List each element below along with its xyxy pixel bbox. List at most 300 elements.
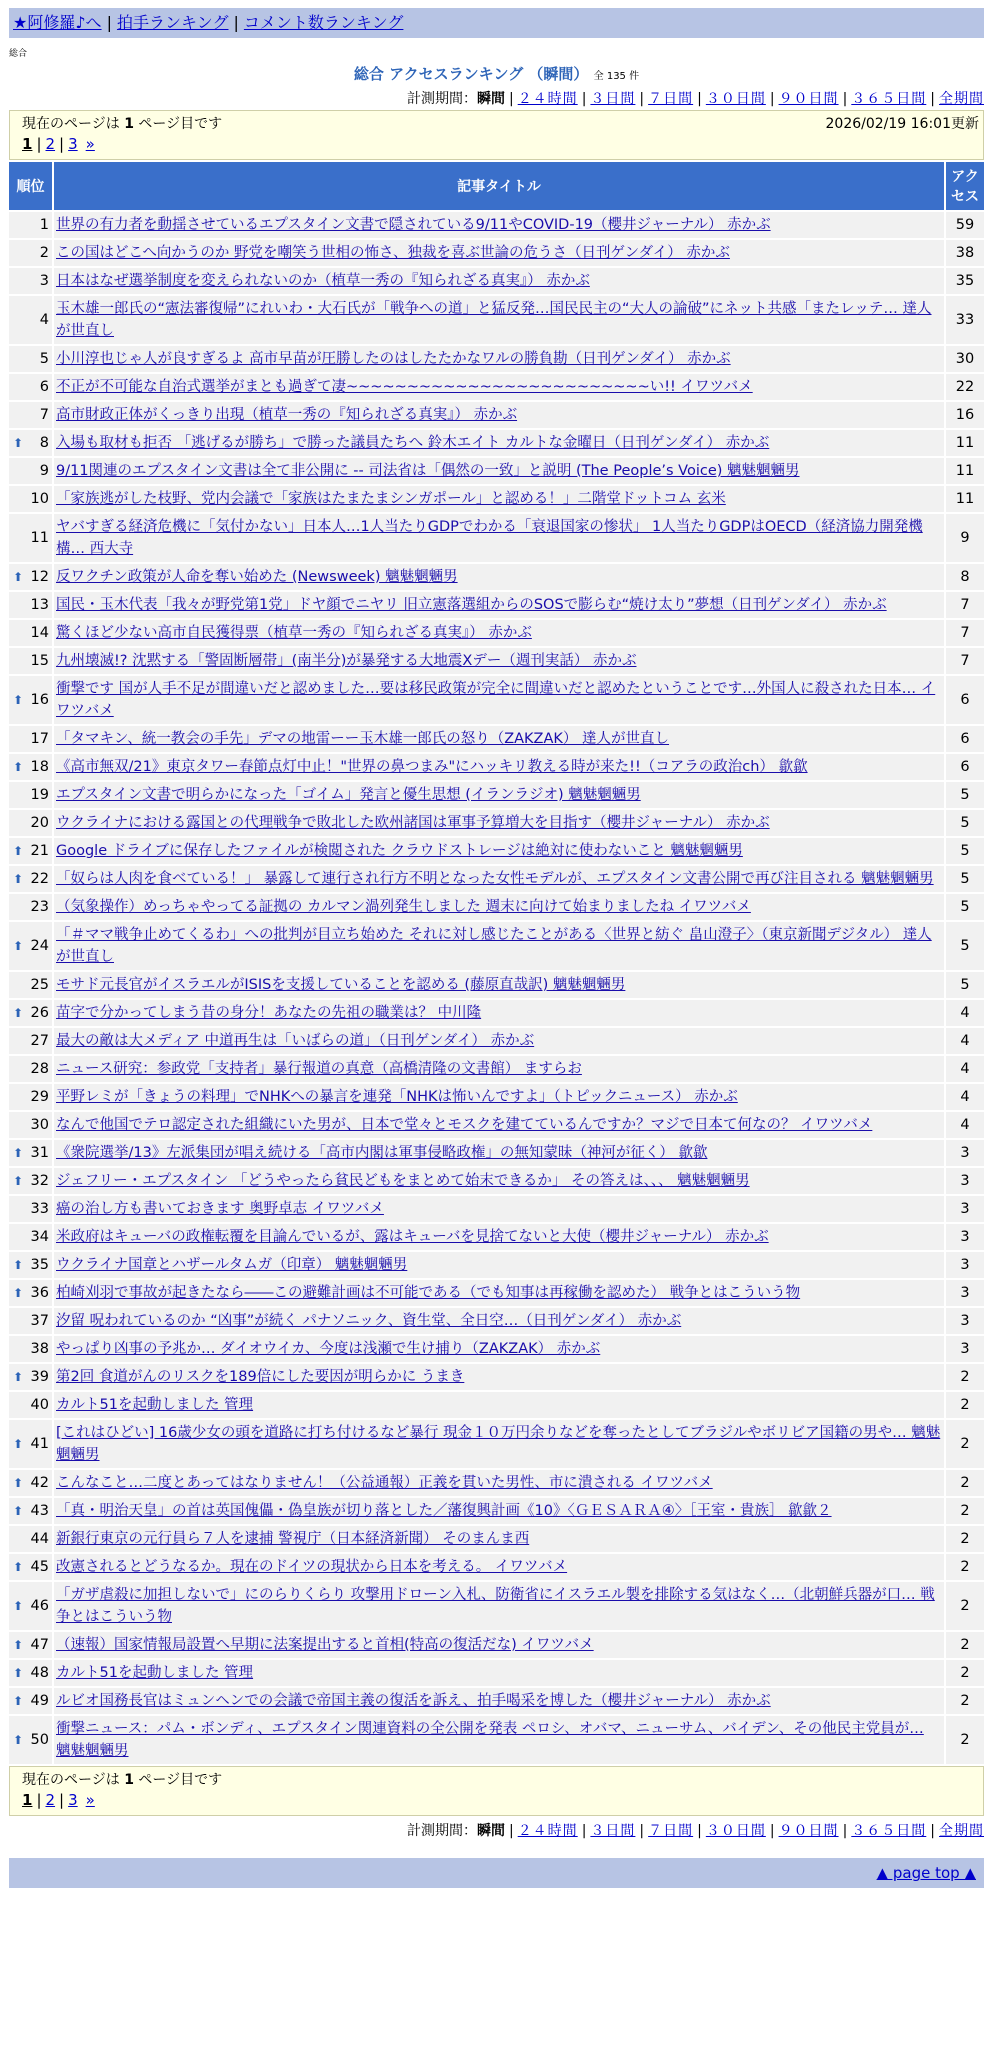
period-current: 瞬間 bbox=[476, 1823, 505, 1839]
title-cell bbox=[54, 296, 944, 344]
article-link[interactable]: 最大の敵は大メディア 中道再生は「いばらの道」（日刊ゲンダイ） 赤かぶ bbox=[56, 1033, 535, 1049]
table-row bbox=[9, 1308, 984, 1334]
article-link[interactable]: エプスタイン文書で明らかになった「ゴイム」発言と優生思想 (イランラジオ) 魑魅魍魎男 bbox=[56, 787, 641, 803]
period-label: 計測期間： bbox=[406, 1823, 477, 1839]
period-selector-bottom bbox=[9, 1820, 984, 1842]
access-count: 3 bbox=[946, 1196, 984, 1222]
pager-separator: | bbox=[59, 1791, 65, 1809]
table-row bbox=[9, 1364, 984, 1390]
article-link[interactable]: 「家族逃がした枝野、党内会議で「家族はたまたまシンガポール」と認める！」二階堂ドットコム 玄米 bbox=[56, 491, 726, 507]
pager-next[interactable]: » bbox=[85, 1791, 95, 1809]
article-link[interactable]: （気象操作）めっちゃやってる証拠の カルマン渦列発生しました 週末に向けて始まりましたね イワツバメ bbox=[56, 899, 751, 915]
page-info-box bbox=[9, 110, 984, 160]
title-cell bbox=[54, 782, 944, 808]
period-link-4[interactable]: ９０日間 bbox=[778, 91, 839, 107]
period-link-2[interactable]: ７日間 bbox=[648, 1823, 694, 1839]
title-cell bbox=[54, 1420, 944, 1468]
nav-link-asyura[interactable]: ★阿修羅♪へ bbox=[13, 13, 102, 32]
access-count: 4 bbox=[946, 1056, 984, 1082]
rank-cell bbox=[9, 922, 52, 970]
article-link[interactable]: ジェフリー・エプスタイン 「どうやったら貧民どもをまとめて始末できるか」 その答えは、、、 魑魅魍魎男 bbox=[56, 1173, 750, 1189]
table-row bbox=[9, 1168, 984, 1194]
table-row bbox=[9, 212, 984, 238]
access-count: 5 bbox=[946, 894, 984, 920]
period-link-3[interactable]: ３０日間 bbox=[705, 1823, 766, 1839]
rank-cell bbox=[9, 1280, 52, 1306]
table-row bbox=[9, 1526, 984, 1552]
rank-number: 11 bbox=[30, 530, 49, 546]
rank-number: 15 bbox=[30, 653, 49, 669]
period-separator: | bbox=[508, 1823, 514, 1839]
article-link[interactable]: 「奴らは人肉を食べている！」 暴露して連行され行方不明となった女性モデルが、エプスタイン文書公開で再び注目される 魑魅魍魎男 bbox=[56, 871, 934, 887]
table-row bbox=[9, 1196, 984, 1222]
rank-number: 6 bbox=[39, 379, 49, 395]
up-arrow-icon: ⬆ bbox=[13, 1694, 24, 1708]
period-separator: | bbox=[508, 91, 514, 107]
title-cell bbox=[54, 1470, 944, 1496]
rank-number: 34 bbox=[30, 1229, 49, 1245]
access-count: 4 bbox=[946, 1084, 984, 1110]
title-cell bbox=[54, 240, 944, 266]
access-count: 3 bbox=[946, 1336, 984, 1362]
article-link[interactable]: 癌の治し方も書いておきます 奥野卓志 イワツバメ bbox=[56, 1201, 384, 1217]
rank-cell bbox=[9, 296, 52, 344]
title-cell bbox=[54, 458, 944, 484]
pager-link-3[interactable]: 3 bbox=[68, 135, 78, 153]
article-link[interactable]: ウクライナ国章とハザールタムガ（印章） 魑魅魍魎男 bbox=[56, 1257, 408, 1273]
rank-cell bbox=[9, 1688, 52, 1714]
rank-cell bbox=[9, 374, 52, 400]
up-arrow-icon: ⬆ bbox=[13, 1666, 24, 1680]
rank-cell bbox=[9, 1498, 52, 1524]
rank-number: 44 bbox=[30, 1531, 49, 1547]
table-row bbox=[9, 346, 984, 372]
period-link-5[interactable]: ３６５日間 bbox=[851, 1823, 927, 1839]
title-cell bbox=[54, 1336, 944, 1362]
current-page-text: 現在のページは 1 ページ目です bbox=[22, 116, 223, 132]
pager-separator: | bbox=[59, 135, 65, 153]
article-link[interactable]: （速報）国家情報局設置へ早期に法案提出すると首相(特高の復活だな) イワツバメ bbox=[56, 1637, 594, 1653]
rank-number: 47 bbox=[30, 1637, 49, 1653]
title-cell bbox=[54, 268, 944, 294]
rank-cell bbox=[9, 1000, 52, 1026]
rank-number: 24 bbox=[30, 938, 49, 954]
rank-cell bbox=[9, 782, 52, 808]
nav-link-comment-ranking[interactable]: コメント数ランキング bbox=[243, 13, 404, 32]
rank-number: 48 bbox=[30, 1665, 49, 1681]
article-link[interactable]: 苗字で分かってしまう昔の身分！あなたの先祖の職業は？ 中川隆 bbox=[56, 1005, 482, 1021]
title-cell bbox=[54, 1112, 944, 1138]
article-link[interactable]: 9/11関連のエプスタイン文書は全て非公開に -- 司法省は「偶然の一致」と説明 (The People’s Voice) 魑魅魍魎男 bbox=[56, 463, 800, 479]
access-count: 2 bbox=[946, 1392, 984, 1418]
access-count: 4 bbox=[946, 1112, 984, 1138]
rank-cell bbox=[9, 866, 52, 892]
access-count: 16 bbox=[946, 402, 984, 428]
access-count: 3 bbox=[946, 1140, 984, 1166]
title-cell bbox=[54, 676, 944, 724]
pager-link-2[interactable]: 2 bbox=[45, 135, 56, 153]
table-row bbox=[9, 1000, 984, 1026]
table-row bbox=[9, 1280, 984, 1306]
period-separator: | bbox=[581, 1823, 587, 1839]
nav-link-applause-ranking[interactable]: 拍手ランキング bbox=[116, 13, 229, 32]
rank-cell bbox=[9, 1084, 52, 1110]
access-count: 3 bbox=[946, 1252, 984, 1278]
article-link[interactable]: 柏崎刈羽で事故が起きたなら――この避難計画は不可能である（でも知事は再稼働を認めた） 戦争とはこういう物 bbox=[56, 1285, 801, 1301]
access-count: 6 bbox=[946, 726, 984, 752]
title-cell bbox=[54, 1526, 944, 1552]
title-cell bbox=[54, 1364, 944, 1390]
table-row bbox=[9, 1420, 984, 1468]
up-arrow-icon: ⬆ bbox=[13, 939, 24, 953]
rank-cell bbox=[9, 1554, 52, 1580]
access-count: 11 bbox=[946, 430, 984, 456]
access-count: 2 bbox=[946, 1364, 984, 1390]
period-separator: | bbox=[930, 1823, 935, 1839]
access-count: 2 bbox=[946, 1632, 984, 1658]
rank-cell bbox=[9, 810, 52, 836]
up-arrow-icon: ⬆ bbox=[13, 1599, 24, 1613]
up-arrow-icon: ⬆ bbox=[13, 1638, 24, 1652]
title-cell bbox=[54, 1196, 944, 1222]
rank-cell bbox=[9, 838, 52, 864]
article-link[interactable]: 《高市無双/21》東京タワー春節点灯中止！"世界の鼻つまみ"にハッキリ教える時が来た!!（コアラの政治ch） 歙歙 bbox=[56, 759, 808, 775]
article-link[interactable]: Google ドライブに保存したファイルが検閲された クラウドストレージは絶対に使わないこと 魑魅魍魎男 bbox=[56, 843, 743, 859]
title-cell bbox=[54, 726, 944, 752]
table-row bbox=[9, 1252, 984, 1278]
rank-cell bbox=[9, 1716, 52, 1764]
period-separator: | bbox=[842, 91, 848, 107]
rank-number: 26 bbox=[30, 1005, 49, 1021]
rank-cell bbox=[9, 676, 52, 724]
rank-cell bbox=[9, 1140, 52, 1166]
access-count: 22 bbox=[946, 374, 984, 400]
up-arrow-icon: ⬆ bbox=[13, 1370, 24, 1384]
up-arrow-icon: ⬆ bbox=[13, 1733, 24, 1747]
title-cell bbox=[54, 1000, 944, 1026]
rank-number: 21 bbox=[30, 843, 49, 859]
up-arrow-icon: ⬆ bbox=[13, 1504, 24, 1518]
rank-cell bbox=[9, 1196, 52, 1222]
article-link[interactable]: 日本はなぜ選挙制度を変えられないのか（植草一秀の『知られざる真実』） 赤かぶ bbox=[56, 273, 590, 289]
rank-cell bbox=[9, 1364, 52, 1390]
pager-separator: | bbox=[36, 135, 42, 153]
table-row bbox=[9, 1660, 984, 1686]
article-link[interactable]: 米政府はキューバの政権転覆を目論んでいるが、露はキューバを見捨てないと大使（櫻井ジャーナル） 赤かぶ bbox=[56, 1229, 769, 1245]
table-row bbox=[9, 402, 984, 428]
title-cell bbox=[54, 514, 944, 562]
rank-cell bbox=[9, 894, 52, 920]
title-cell bbox=[54, 1280, 944, 1306]
period-link-4[interactable]: ９０日間 bbox=[778, 1823, 839, 1839]
rank-number: 32 bbox=[30, 1173, 49, 1189]
period-link-1[interactable]: ３日間 bbox=[590, 91, 636, 107]
title-cell bbox=[54, 754, 944, 780]
rank-cell bbox=[9, 1632, 52, 1658]
up-arrow-icon: ⬆ bbox=[13, 570, 24, 584]
nav-separator: | bbox=[106, 13, 112, 32]
up-arrow-icon: ⬆ bbox=[13, 844, 24, 858]
up-arrow-icon: ⬆ bbox=[13, 1286, 24, 1300]
title-cell bbox=[54, 374, 944, 400]
pager-bottom bbox=[22, 1791, 971, 1809]
up-arrow-icon: ⬆ bbox=[13, 1437, 24, 1451]
table-row bbox=[9, 754, 984, 780]
rank-number: 13 bbox=[30, 597, 49, 613]
period-separator: | bbox=[581, 91, 587, 107]
article-link[interactable]: 改憲されるとどうなるか。現在のドイツの現状から日本を考える。 イワツバメ bbox=[56, 1559, 568, 1575]
rank-number: 45 bbox=[30, 1559, 49, 1575]
rank-number: 30 bbox=[30, 1117, 49, 1133]
access-count: 3 bbox=[946, 1280, 984, 1306]
period-link-6[interactable]: 全期間 bbox=[939, 91, 984, 107]
table-row bbox=[9, 810, 984, 836]
period-separator: | bbox=[639, 91, 645, 107]
period-separator: | bbox=[697, 1823, 702, 1839]
title-cell bbox=[54, 1224, 944, 1250]
page-top-link[interactable]: ▲ page top ▲ bbox=[876, 1864, 976, 1882]
table-row bbox=[9, 1688, 984, 1714]
rank-cell bbox=[9, 564, 52, 590]
table-row bbox=[9, 648, 984, 674]
period-link-5[interactable]: ３６５日間 bbox=[851, 91, 927, 107]
rank-number: 5 bbox=[39, 351, 49, 367]
article-link[interactable]: 平野レミが「きょうの料理」でNHKへの暴言を連発「NHKは怖いんですよ」（トピックニュース） 赤かぶ bbox=[56, 1089, 738, 1105]
access-count: 2 bbox=[946, 1498, 984, 1524]
rank-number: 12 bbox=[30, 569, 49, 585]
rank-number: 2 bbox=[39, 245, 49, 261]
title-cell bbox=[54, 866, 944, 892]
title-cell bbox=[54, 972, 944, 998]
up-arrow-icon: ⬆ bbox=[13, 693, 24, 707]
article-link[interactable]: 「ガザ虐殺に加担しないで」にのらりくらり 攻撃用ドローン入札、防衛省にイスラエル製を排除する気はなく…（北朝鮮兵器が口… 戦争とはこういう物 bbox=[56, 1587, 935, 1625]
rank-number: 14 bbox=[30, 625, 49, 641]
article-link[interactable]: 「＃ママ戦争止めてくるわ」への批判が目立ち始めた それに対し感じたことがある〈世界と紡ぐ 畠山澄子〉（東京新聞デジタル） 達人が世直し bbox=[56, 927, 932, 965]
article-link[interactable]: 驚くほど少ない高市自民獲得票（植草一秀の『知られざる真実』） 赤かぶ bbox=[56, 625, 532, 641]
article-link[interactable]: やっぱり凶事の予兆か… ダイオウイカ、今度は浅瀬で生け捕り（ZAKZAK） 赤かぶ bbox=[56, 1341, 601, 1357]
total-count: 全 135 件 bbox=[593, 71, 640, 82]
table-row bbox=[9, 296, 984, 344]
access-count: 2 bbox=[946, 1526, 984, 1552]
table-header-row bbox=[9, 162, 984, 210]
pager-next[interactable]: » bbox=[85, 135, 95, 153]
article-link[interactable]: 玉木雄一郎氏の“憲法審復帰”にれいわ・大石氏が「戦争への道」と猛反発…国民民主の“大人の論破”にネット共感「またレッテ… 達人が世直し bbox=[56, 301, 932, 339]
title-cell bbox=[54, 1168, 944, 1194]
article-link[interactable]: カルト51を起動しました 管理 bbox=[56, 1397, 254, 1413]
table-row bbox=[9, 458, 984, 484]
rank-number: 9 bbox=[39, 463, 49, 479]
access-count: 30 bbox=[946, 346, 984, 372]
rank-number: 29 bbox=[30, 1089, 49, 1105]
up-arrow-icon: ⬆ bbox=[13, 1258, 24, 1272]
article-link[interactable]: 不正が不可能な自治式選挙がまとも過ぎて凄~~~~~~~~~~~~~~~~~~~~~~~~~い!! イワツバメ bbox=[56, 379, 753, 395]
table-row bbox=[9, 620, 984, 646]
article-link[interactable]: 世界の有力者を動揺させているエプスタイン文書で隠されている9/11やCOVID-19（櫻井ジャーナル） 赤かぶ bbox=[56, 217, 771, 233]
rank-number: 28 bbox=[30, 1061, 49, 1077]
period-link-6[interactable]: 全期間 bbox=[939, 1823, 984, 1839]
article-link[interactable]: [これはひどい] 16歳少女の頭を道路に打ち付けるなど暴行 現金１０万円余りなどを奪ったとしてブラジルやボリビア国籍の男や… 魑魅魍魎男 bbox=[56, 1425, 941, 1463]
rank-number: 49 bbox=[30, 1693, 49, 1709]
period-link-0[interactable]: ２４時間 bbox=[517, 91, 578, 107]
title-cell bbox=[54, 346, 944, 372]
rank-number: 23 bbox=[30, 899, 49, 915]
access-count: 2 bbox=[946, 1716, 984, 1764]
article-link[interactable]: カルト51を起動しました 管理 bbox=[56, 1665, 254, 1681]
title-cell bbox=[54, 1084, 944, 1110]
table-row bbox=[9, 564, 984, 590]
access-count: 3 bbox=[946, 1168, 984, 1194]
period-link-2[interactable]: ７日間 bbox=[648, 91, 694, 107]
pager-current: 1 bbox=[22, 1791, 33, 1809]
access-count: 9 bbox=[946, 514, 984, 562]
up-arrow-icon: ⬆ bbox=[13, 872, 24, 886]
table-row bbox=[9, 1716, 984, 1764]
rank-cell bbox=[9, 1392, 52, 1418]
pager bbox=[22, 135, 971, 153]
article-link[interactable]: ヤバすぎる経済危機に「気付かない」日本人…1人当たりGDPでわかる「衰退国家の惨状」 1人当たりGDPはOECD（経済協力開発機構… 西大寺 bbox=[56, 519, 923, 557]
rank-cell bbox=[9, 514, 52, 562]
access-count: 2 bbox=[946, 1470, 984, 1496]
article-link[interactable]: 「タマキン、統一教会の手先」デマの地雷ーー玉木雄一郎氏の怒り（ZAKZAK） 達人が世直し bbox=[56, 731, 670, 747]
header-title: 記事タイトル bbox=[54, 162, 944, 210]
title-cell bbox=[54, 430, 944, 456]
article-link[interactable]: ウクライナにおける露国との代理戦争で敗北した欧州諸国は軍事予算増大を目指す（櫻井ジャーナル） 赤かぶ bbox=[56, 815, 770, 831]
article-link[interactable]: ルビオ国務長官はミュンヘンでの会議で帝国主義の復活を訴え、拍手喝采を博した（櫻井ジャーナル） 赤かぶ bbox=[56, 1693, 771, 1709]
article-link[interactable]: 衝撃です 国が人手不足が間違いだと認めました…要は移民政策が完全に間違いだと認めたということです…外国人に殺された日本… イワツバメ bbox=[56, 681, 936, 719]
article-link[interactable]: 小川淳也じゃ人が良すぎるよ 高市早苗が圧勝したのはしたたかなワルの勝負勘（日刊ゲンダイ） 赤かぶ bbox=[56, 351, 731, 367]
access-count: 7 bbox=[946, 620, 984, 646]
title-cell bbox=[54, 1140, 944, 1166]
table-row bbox=[9, 782, 984, 808]
access-count: 5 bbox=[946, 922, 984, 970]
rank-cell bbox=[9, 240, 52, 266]
access-count: 11 bbox=[946, 486, 984, 512]
article-link[interactable]: 汐留 呪われているのか “凶事”が続く パナソニック、資生堂、全日空…（日刊ゲンダイ） 赤かぶ bbox=[56, 1313, 682, 1329]
rank-cell bbox=[9, 726, 52, 752]
table-row bbox=[9, 838, 984, 864]
title-cell bbox=[54, 1554, 944, 1580]
title-cell bbox=[54, 592, 944, 618]
period-link-3[interactable]: ３０日間 bbox=[705, 91, 766, 107]
access-count: 11 bbox=[946, 458, 984, 484]
up-arrow-icon: ⬆ bbox=[13, 1476, 24, 1490]
rank-cell bbox=[9, 1168, 52, 1194]
title-cell bbox=[54, 1056, 944, 1082]
title-cell bbox=[54, 1308, 944, 1334]
article-link[interactable]: この国はどこへ向かうのか 野党を嘲笑う世相の怖さ、独裁を喜ぶ世論の危うさ（日刊ゲンダイ） 赤かぶ bbox=[56, 245, 730, 261]
table-row bbox=[9, 1498, 984, 1524]
pager-link-3[interactable]: 3 bbox=[68, 1791, 78, 1809]
pager-link-2[interactable]: 2 bbox=[45, 1791, 56, 1809]
rank-number: 16 bbox=[30, 692, 49, 708]
title-cell bbox=[54, 564, 944, 590]
rank-cell bbox=[9, 402, 52, 428]
article-link[interactable]: 《衆院選挙/13》左派集団が唱え続ける「高市内閣は軍事侵略政権」の無知蒙昧（神河が征く） 歙歙 bbox=[56, 1145, 708, 1161]
title-cell bbox=[54, 1582, 944, 1630]
access-count: 33 bbox=[946, 296, 984, 344]
rank-number: 40 bbox=[30, 1397, 49, 1413]
rank-cell bbox=[9, 346, 52, 372]
title-cell bbox=[54, 1716, 944, 1764]
table-row bbox=[9, 866, 984, 892]
access-count: 5 bbox=[946, 838, 984, 864]
access-count: 38 bbox=[946, 240, 984, 266]
rank-cell bbox=[9, 1470, 52, 1496]
rank-number: 36 bbox=[30, 1285, 49, 1301]
article-link[interactable]: 九州壊滅!? 沈黙する「警固断層帯」(南半分)が暴発する大地震Xデー（週刊実話） 赤かぶ bbox=[56, 653, 637, 669]
rank-cell bbox=[9, 648, 52, 674]
rank-number: 17 bbox=[30, 731, 49, 747]
nav-separator: | bbox=[233, 13, 239, 32]
title-cell bbox=[54, 1632, 944, 1658]
access-count: 35 bbox=[946, 268, 984, 294]
table-row bbox=[9, 972, 984, 998]
period-link-1[interactable]: ３日間 bbox=[590, 1823, 636, 1839]
table-row bbox=[9, 514, 984, 562]
period-link-0[interactable]: ２４時間 bbox=[517, 1823, 578, 1839]
table-row bbox=[9, 894, 984, 920]
rank-cell bbox=[9, 1308, 52, 1334]
rank-cell bbox=[9, 268, 52, 294]
rank-cell bbox=[9, 1252, 52, 1278]
article-link[interactable]: 「真・明治天皇」の首は英国傀儡・偽皇族が切り落とした／藩復興計画《10》〈ＧＥＳＡＲＡ④〉［王室・貴族］ 歙歙２ bbox=[56, 1503, 832, 1519]
access-count: 5 bbox=[946, 972, 984, 998]
access-count: 2 bbox=[946, 1582, 984, 1630]
table-row bbox=[9, 1140, 984, 1166]
table-row bbox=[9, 676, 984, 724]
article-link[interactable]: こんなこと…二度とあってはなりません！（公益通報）正義を貫いた男性、市に潰される イワツバメ bbox=[56, 1475, 713, 1491]
rank-cell bbox=[9, 972, 52, 998]
title-cell bbox=[54, 212, 944, 238]
period-separator: | bbox=[769, 91, 775, 107]
access-count: 4 bbox=[946, 1028, 984, 1054]
article-link[interactable]: 高市財政正体がくっきり出現（植草一秀の『知られざる真実』） 赤かぶ bbox=[56, 407, 518, 423]
article-link[interactable]: ニュース研究：参政党「支持者」暴行報道の真意（高橋清隆の文書館） ますらお bbox=[56, 1061, 582, 1077]
category-label: 総合 bbox=[9, 49, 28, 59]
footer-bar bbox=[9, 1858, 984, 1888]
access-count: 7 bbox=[946, 648, 984, 674]
article-link[interactable]: 衝撃ニュース：パム・ボンディ、エプスタイン関連資料の全公開を発表 ペロシ、オバマ、ニューサム、バイデン、その他民主党員が… 魑魅魍魎男 bbox=[56, 1721, 924, 1759]
table-row bbox=[9, 268, 984, 294]
period-current: 瞬間 bbox=[476, 91, 505, 107]
top-nav bbox=[9, 8, 984, 38]
rank-number: 38 bbox=[30, 1341, 49, 1357]
rank-number: 35 bbox=[30, 1257, 49, 1273]
table-row bbox=[9, 1056, 984, 1082]
period-selector bbox=[9, 88, 984, 110]
article-link[interactable]: 第2回 食道がんのリスクを189倍にした要因が明らかに うまき bbox=[56, 1369, 465, 1385]
article-link[interactable]: モサド元長官がイスラエルがISISを支援していることを認める (藤原直哉訳) 魑魅魍魎男 bbox=[56, 977, 626, 993]
access-count: 2 bbox=[946, 1554, 984, 1580]
pager-separator: | bbox=[36, 1791, 42, 1809]
title-cell bbox=[54, 648, 944, 674]
article-link[interactable]: 新銀行東京の元行員ら７人を逮捕 警視庁（日本経済新聞） そのまんま西 bbox=[56, 1531, 530, 1547]
article-link[interactable]: 国民・玉木代表「我々が野党第1党」ドヤ顔でニヤリ 旧立憲落選組からのSOSで膨らむ“焼け太り”夢想（日刊ゲンダイ） 赤かぶ bbox=[56, 597, 887, 613]
title-cell bbox=[54, 922, 944, 970]
table-row bbox=[9, 726, 984, 752]
table-row bbox=[9, 1028, 984, 1054]
article-link[interactable]: 反ワクチン政策が人命を奪い始めた (Newsweek) 魑魅魍魎男 bbox=[56, 569, 458, 585]
rank-cell bbox=[9, 1420, 52, 1468]
article-link[interactable]: 入場も取材も拒否 「逃げるが勝ち」で勝った議員たちへ 鈴木エイト カルトな金曜日（日刊ゲンダイ） 赤かぶ bbox=[56, 435, 770, 451]
table-row bbox=[9, 1084, 984, 1110]
rank-number: 3 bbox=[39, 273, 49, 289]
article-link[interactable]: なんで他国でテロ認定された組織にいた男が、日本で堂々とモスクを建てているんですか？マジで日本て何なの？ イワツバメ bbox=[56, 1117, 873, 1133]
rank-cell bbox=[9, 620, 52, 646]
rank-number: 25 bbox=[30, 977, 49, 993]
access-count: 6 bbox=[946, 754, 984, 780]
rank-cell bbox=[9, 486, 52, 512]
